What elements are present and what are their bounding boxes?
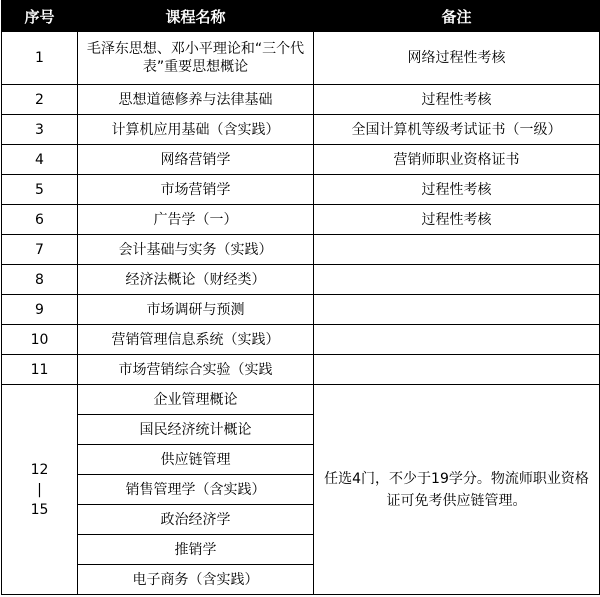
- elective-number-start: 12: [30, 461, 49, 478]
- row-number: 6: [2, 205, 78, 235]
- row-number: 11: [2, 355, 78, 385]
- row-number: 2: [2, 85, 78, 115]
- elective-course-name: 国民经济统计概论: [78, 415, 314, 445]
- elective-course-name: 政治经济学: [78, 505, 314, 535]
- course-name: 会计基础与实务（实践）: [78, 235, 314, 265]
- elective-course-name: 销售管理学（含实践）: [78, 475, 314, 505]
- table-row: [2, 295, 600, 325]
- row-number: 3: [2, 115, 78, 145]
- table-row: [2, 145, 600, 175]
- course-name: 市场营销综合实验（实践: [78, 355, 314, 385]
- course-table: [1, 0, 600, 595]
- row-number: 1: [2, 32, 78, 85]
- course-name: 经济法概论（财经类）: [78, 265, 314, 295]
- header-number: 序号: [2, 1, 78, 32]
- row-number: 10: [2, 325, 78, 355]
- table-row: [2, 265, 600, 295]
- table-row: [2, 205, 600, 235]
- table-row: [2, 32, 600, 85]
- elective-remark: 任选4门，不少于19学分。物流师职业资格证可免考供应链管理。: [314, 385, 600, 595]
- remark: 网络过程性考核: [314, 32, 600, 85]
- table-row: [2, 355, 600, 385]
- course-name: 网络营销学: [78, 145, 314, 175]
- table-row: [2, 325, 600, 355]
- remark: 营销师职业资格证书: [314, 145, 600, 175]
- elective-number-separator: |: [37, 481, 42, 498]
- remark: 过程性考核: [314, 85, 600, 115]
- remark: [314, 355, 600, 385]
- table-row: [2, 85, 600, 115]
- row-number: 9: [2, 295, 78, 325]
- elective-course-name: 电子商务（含实践）: [78, 565, 314, 595]
- remark: 全国计算机等级考试证书（一级）: [314, 115, 600, 145]
- course-name: 市场营销学: [78, 175, 314, 205]
- header-row: [2, 1, 600, 32]
- header-remarks: 备注: [314, 1, 600, 32]
- row-number: 7: [2, 235, 78, 265]
- course-name: 计算机应用基础（含实践）: [78, 115, 314, 145]
- row-number: 8: [2, 265, 78, 295]
- course-name: 毛泽东思想、邓小平理论和“三个代表”重要思想概论: [78, 32, 314, 85]
- table-row: [2, 235, 600, 265]
- table-row: [2, 115, 600, 145]
- row-number: 5: [2, 175, 78, 205]
- elective-course-name: 供应链管理: [78, 445, 314, 475]
- remark: [314, 235, 600, 265]
- elective-course-name: 企业管理概论: [78, 385, 314, 415]
- course-name: 广告学（一）: [78, 205, 314, 235]
- course-name: 市场调研与预测: [78, 295, 314, 325]
- elective-number-range: [2, 385, 78, 595]
- course-name: 思想道德修养与法律基础: [78, 85, 314, 115]
- course-name: 营销管理信息系统（实践）: [78, 325, 314, 355]
- elective-row: [2, 385, 600, 415]
- row-number: 4: [2, 145, 78, 175]
- remark: [314, 325, 600, 355]
- remark: 过程性考核: [314, 175, 600, 205]
- header-course-name: 课程名称: [78, 1, 314, 32]
- remark: [314, 265, 600, 295]
- elective-number-end: 15: [30, 501, 49, 518]
- remark: 过程性考核: [314, 205, 600, 235]
- elective-course-name: 推销学: [78, 535, 314, 565]
- table-row: [2, 175, 600, 205]
- remark: [314, 295, 600, 325]
